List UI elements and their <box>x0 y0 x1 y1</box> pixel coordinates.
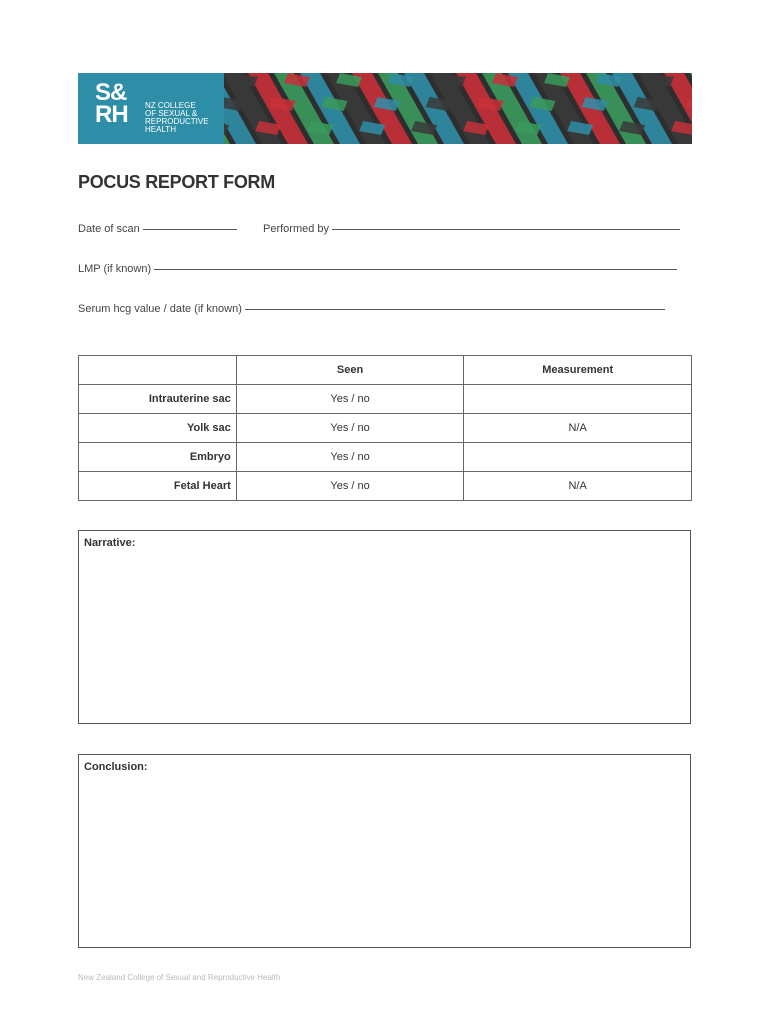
table-row <box>79 443 692 472</box>
header-empty-cell <box>79 356 237 385</box>
seen-cell[interactable]: Yes / no <box>236 443 464 472</box>
logo-text: NZ COLLEGE OF SEXUAL & REPRODUCTIVE HEALTH <box>145 101 209 134</box>
measurement-cell: N/A <box>464 414 692 443</box>
seen-cell[interactable]: Yes / no <box>236 472 464 501</box>
row-label: Fetal Heart <box>79 472 237 501</box>
lmp-label: LMP (if known) <box>78 263 152 275</box>
seen-cell[interactable]: Yes / no <box>236 414 464 443</box>
performed-by-label: Performed by <box>263 223 330 235</box>
header-seen: Seen <box>236 356 464 385</box>
serum-hcg-line[interactable] <box>245 308 665 310</box>
table-row <box>79 414 692 443</box>
footer-text: New Zealand College of Sexual and Reproductive Health <box>78 973 281 982</box>
lmp-field[interactable] <box>78 263 677 275</box>
logo-mark: S& RH <box>95 79 128 128</box>
date-of-scan-field[interactable] <box>78 223 237 235</box>
narrative-label: Narrative: <box>84 537 136 549</box>
table-row <box>79 472 692 501</box>
measurement-cell[interactable] <box>464 385 692 414</box>
seen-cell[interactable]: Yes / no <box>236 385 464 414</box>
woven-pattern-graphic <box>224 73 692 144</box>
date-of-scan-line[interactable] <box>143 228 237 230</box>
performed-by-field[interactable] <box>263 223 680 235</box>
college-logo <box>78 73 224 144</box>
header-banner <box>78 73 692 144</box>
serum-hcg-label: Serum hcg value / date (if known) <box>78 303 242 315</box>
row-label: Intrauterine sac <box>79 385 237 414</box>
conclusion-box[interactable] <box>78 754 691 948</box>
lmp-line[interactable] <box>154 268 677 270</box>
row-label: Yolk sac <box>79 414 237 443</box>
row-label: Embryo <box>79 443 237 472</box>
date-of-scan-label: Date of scan <box>78 223 140 235</box>
measurement-cell: N/A <box>464 472 692 501</box>
performed-by-line[interactable] <box>332 228 680 230</box>
form-title: POCUS REPORT FORM <box>78 172 275 192</box>
table-row <box>79 385 692 414</box>
measurement-cell[interactable] <box>464 443 692 472</box>
serum-hcg-field[interactable] <box>78 303 665 315</box>
table-header-row <box>79 356 692 385</box>
narrative-box[interactable] <box>78 530 691 724</box>
observation-table <box>78 355 692 501</box>
header-measurement: Measurement <box>464 356 692 385</box>
conclusion-label: Conclusion: <box>84 761 148 773</box>
